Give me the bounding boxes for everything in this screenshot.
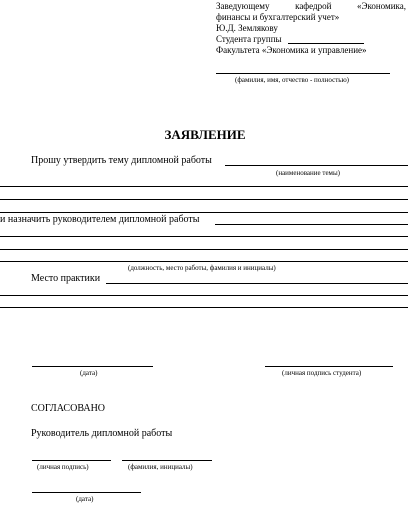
addressee-word: кафедрой <box>295 1 332 11</box>
addressee-line-1 <box>216 1 406 12</box>
supervisor-title: Руководитель дипломной работы <box>31 428 173 439</box>
practice-continuation-line[interactable] <box>0 307 408 308</box>
approval-date-field[interactable] <box>32 492 141 493</box>
student-group-field[interactable] <box>288 43 364 44</box>
date-hint: (дата) <box>80 369 98 377</box>
approval-date-hint: (дата) <box>76 495 94 503</box>
practice-place-field[interactable] <box>106 283 408 284</box>
fullname-field[interactable] <box>216 73 390 74</box>
addressee-word: «Экономика, <box>357 1 406 11</box>
topic-continuation-line[interactable] <box>0 199 408 200</box>
addressee-name: Ю.Д. Землякову <box>216 23 278 33</box>
topic-continuation-line[interactable] <box>0 186 408 187</box>
agreed-label: СОГЛАСОВАНО <box>31 403 106 414</box>
student-group-label: Студента группы <box>216 34 282 44</box>
addressee-word: Заведующему <box>216 1 270 11</box>
supervisor-continuation-line[interactable] <box>0 261 408 262</box>
student-signature-hint: (личная подпись студента) <box>282 369 362 377</box>
supervisor-continuation-line[interactable] <box>0 236 408 237</box>
practice-place-label: Место практики <box>31 273 101 284</box>
surname-initials-hint: (фамилия, инициалы) <box>128 463 193 471</box>
topic-continuation-line[interactable] <box>0 212 408 213</box>
student-signature-field[interactable] <box>265 366 393 367</box>
date-field[interactable] <box>32 366 153 367</box>
practice-continuation-line[interactable] <box>0 295 408 296</box>
supervisor-name-field[interactable] <box>122 460 212 461</box>
supervisor-field[interactable] <box>215 224 408 225</box>
faculty-label: Факультета «Экономика и управление» <box>216 45 367 55</box>
topic-hint: (наименование темы) <box>276 169 341 177</box>
supervisor-continuation-line[interactable] <box>0 249 408 250</box>
thesis-topic-label: Прошу утвердить тему дипломной работы <box>31 155 212 166</box>
supervisor-signature-field[interactable] <box>32 460 111 461</box>
page-title: ЗАЯВЛЕНИЕ <box>164 127 246 142</box>
thesis-topic-field[interactable] <box>225 165 408 166</box>
supervisor-hint: (должность, место работы, фамилия и инициалы) <box>128 264 276 272</box>
addressee-line-2: финансы и бухгалтерский учет» <box>216 12 340 22</box>
personal-signature-hint: (личная подпись) <box>37 463 89 471</box>
fullname-hint: (фамилия, имя, отчество - полностью) <box>235 76 350 84</box>
supervisor-label: и назначить руководителем дипломной работы <box>0 214 200 225</box>
